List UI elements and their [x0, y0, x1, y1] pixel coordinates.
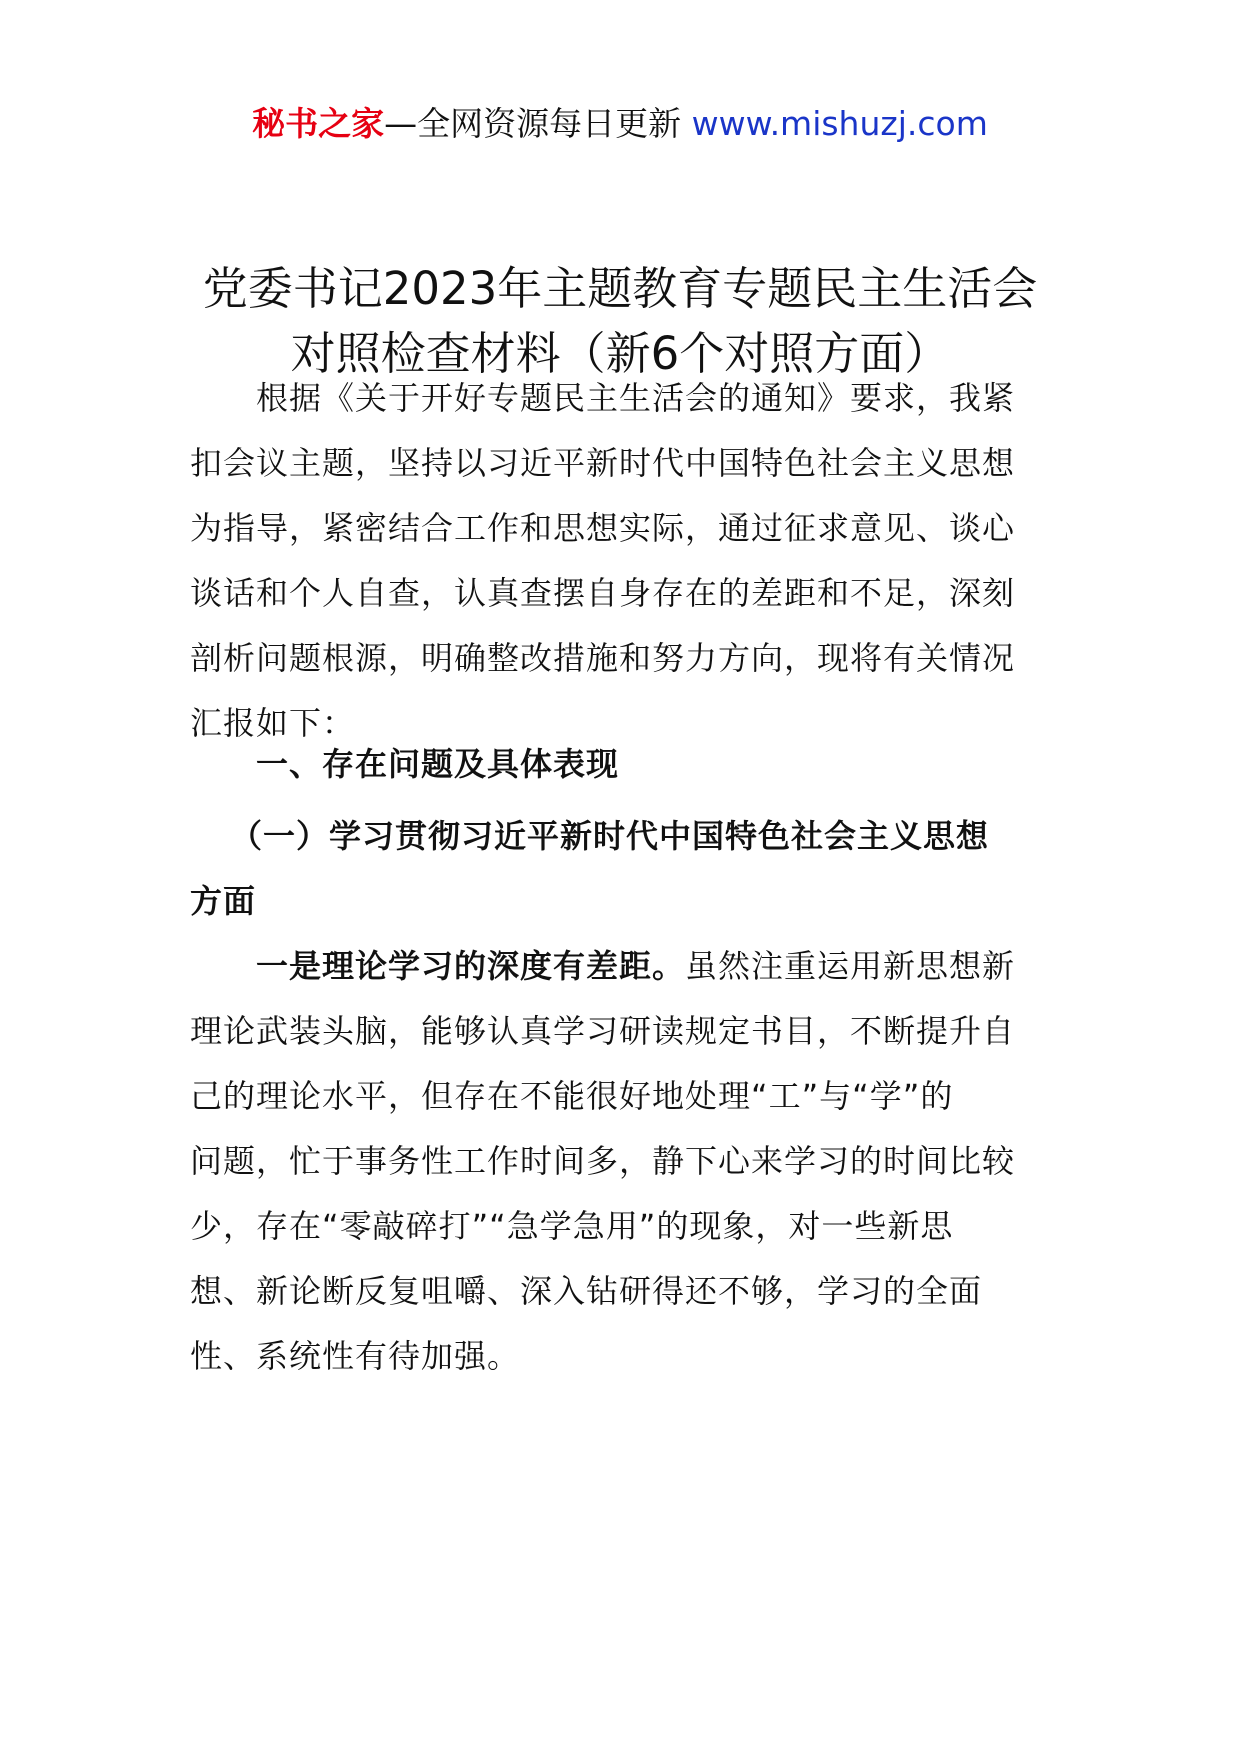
- intro-line: 剖析问题根源，明确整改措施和努力方向，现将有关情况: [190, 639, 1016, 677]
- site-url-link[interactable]: www.mishuzj.com: [691, 104, 988, 143]
- title-line-2: 对照检查材料（新6个对照方面）: [290, 327, 950, 380]
- title-line-1: 党委书记2023年主题教育专题民主生活会: [202, 262, 1038, 315]
- brand-name: 秘书之家: [252, 104, 385, 143]
- point-first-rest: 虽然注重运用新思想新: [685, 947, 1016, 985]
- section-heading: [190, 732, 1054, 797]
- point-line: 问题，忙于事务性工作时间多，静下心来学习的时间比较: [190, 1142, 1016, 1180]
- intro-paragraph: [190, 366, 1054, 756]
- point-line: 想、新论断反复咀嚼、深入钻研得还不够，学习的全面: [190, 1272, 983, 1310]
- intro-line: 根据《关于开好专题民主生活会的通知》要求，我紧: [256, 379, 1016, 417]
- intro-line: 汇报如下：: [190, 704, 356, 742]
- point-first-line: [190, 934, 1054, 999]
- intro-line: 谈话和个人自查，认真查摆自身存在的差距和不足，深刻: [190, 574, 1016, 612]
- point-line: 理论武装头脑，能够认真学习研读规定书目，不断提升自: [190, 1012, 1016, 1050]
- header-slogan: —全网资源每日更新: [384, 104, 682, 143]
- subsection-heading: [190, 804, 1054, 934]
- point-line: 性、系统性有待加强。: [190, 1337, 521, 1375]
- point-lead: 一是理论学习的深度有差距。: [256, 947, 686, 985]
- intro-line: 扣会议主题，坚持以习近平新时代中国特色社会主义思想: [190, 444, 1016, 482]
- point-line: 己的理论水平，但存在不能很好地处理“工”与“学”的: [190, 1077, 954, 1115]
- subsection-heading-line-2: 方面: [190, 882, 257, 920]
- intro-line: 为指导，紧密结合工作和思想实际，通过征求意见、谈心: [190, 509, 1016, 547]
- point-paragraph: [190, 934, 1054, 1389]
- section-heading-text: 一、存在问题及具体表现: [256, 745, 620, 783]
- subsection-heading-line-1: （一）学习贯彻习近平新时代中国特色社会主义思想: [230, 817, 990, 855]
- site-header: [0, 104, 1240, 144]
- point-line: 少，存在“零敲碎打”“急学急用”的现象，对一些新思: [190, 1207, 954, 1245]
